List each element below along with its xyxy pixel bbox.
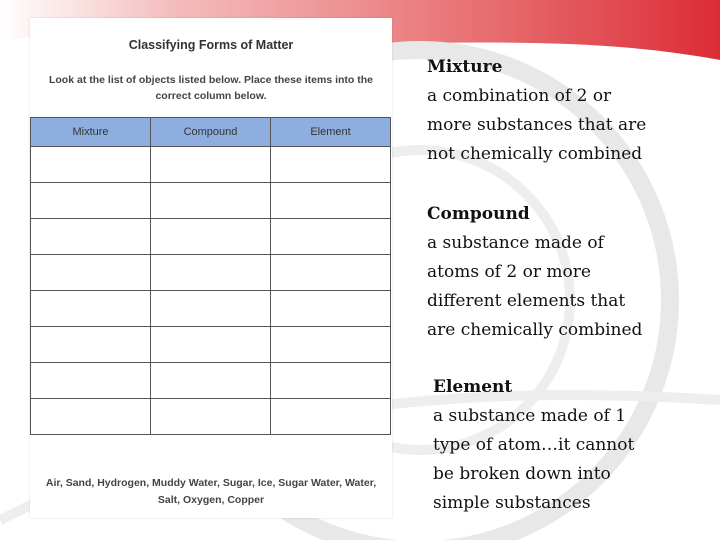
definition-mixture: [427, 53, 646, 169]
column-header-mixture: Mixture: [31, 118, 151, 147]
term-element: Element: [433, 377, 513, 397]
column-header-element: Element: [271, 118, 391, 147]
definition-text-compound: a substance made of atoms of 2 or more different elements that are chemically combined: [427, 233, 643, 340]
worksheet-title: Classifying Forms of Matter: [128, 38, 294, 52]
definition-element: [433, 373, 634, 518]
worksheet-instructions: Look at the list of objects listed below. Place these items into the correct column below.: [48, 74, 373, 102]
column-header-compound: Compound: [151, 118, 271, 147]
definition-text-element: a substance made of 1 type of atom…it cannot be broken down into simple substances: [433, 406, 635, 513]
items-list: Air, Sand, Hydrogen, Muddy Water, Sugar, Ice, Sugar Water, Water, Salt, Oxygen, Copper: [45, 477, 377, 506]
term-mixture: Mixture: [427, 57, 503, 77]
definition-text-mixture: a combination of 2 or more substances that are not chemically combined: [427, 86, 647, 164]
definition-compound: [427, 200, 642, 345]
term-compound: Compound: [427, 204, 530, 224]
